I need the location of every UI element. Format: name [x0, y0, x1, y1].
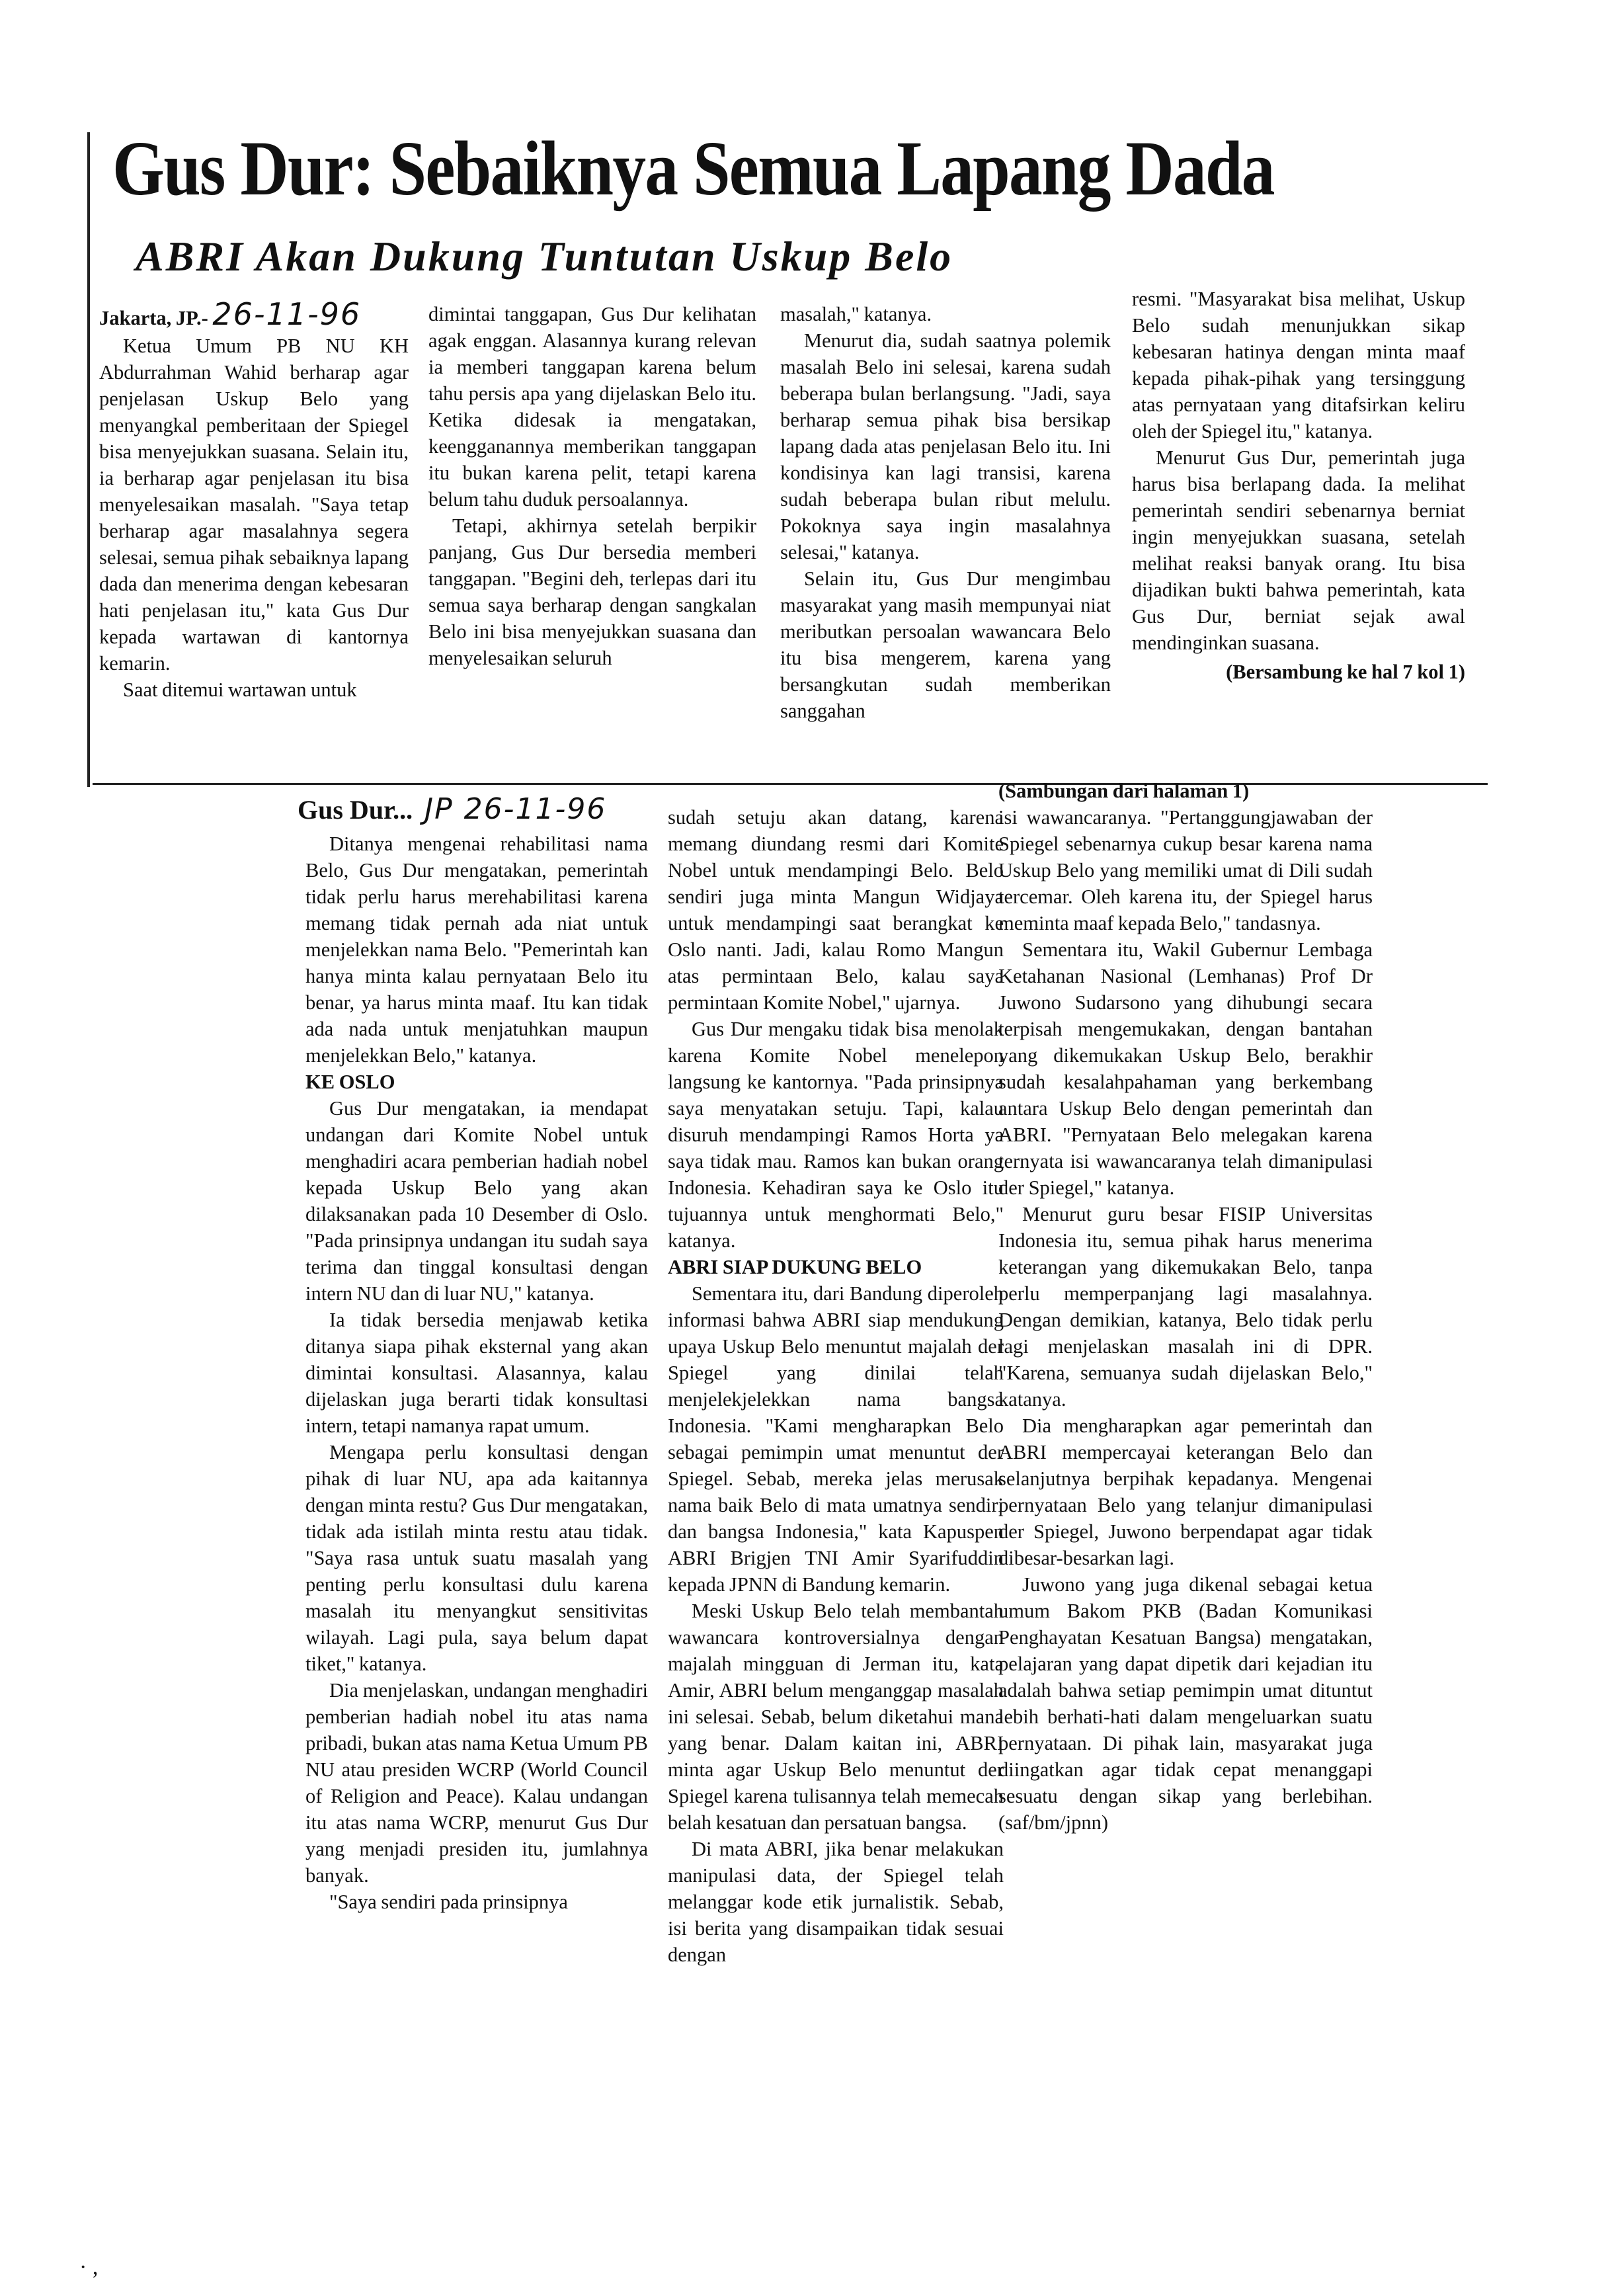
subheadline: ABRI Akan Dukung Tuntutan Uskup Belo [136, 233, 953, 280]
paragraph: Sementara itu, dari Bandung diperoleh informasi bahwa ABRI siap mendukung upaya Uskup Belo menuntut majalah der Spiegel yang dinilai telah menjelekjelekkan nama bangsa Indonesia. "Kami mengharapkan Belo sebagai pemimpin umat menuntut der Spiegel. Sebab, mereka jelas merusak nama baik Belo di mata umatnya sendiri dan bangsa Indonesia," kata Kapuspen ABRI Brigjen TNI Amir Syarifuddin kepada JPNN di Bandung kemarin. [668, 1282, 1004, 1596]
paragraph: Dia menjelaskan, undangan menghadiri pemberian hadiah nobel itu atas nama pribadi, bukan atas nama Ketua Umum PB NU atau presiden WCRP (World Council of Religion and Peace). Kalau undangan itu atas nama WCRP, menurut Gus Dur yang menjadi presiden itu, jumlahnya banyak. [305, 1679, 648, 1887]
paragraph: isi wawancaranya. "Pertanggungjawaban der Spiegel sebenarnya cukup besar karena nama Uskup Belo yang memiliki umat di Dili sudah tercemar. Oleh karena itu, der Spiegel harus meminta maaf kepada Belo," tandasnya. [998, 806, 1373, 934]
paragraph: Ia tidak bersedia menjawab ketika ditanya siapa pihak eksternal yang akan dimintai konsultasi. Alasannya, kalau dijelaskan juga berarti tidak konsultasi intern, tetapi namanya rapat umum. [305, 1309, 648, 1437]
paragraph: Ditanya mengenai rehabilitasi nama Belo, Gus Dur mengatakan, pemerintah tidak perlu harus merehabilitasi karena memang tidak pernah ada niat untuk menjelekkan nama Belo. "Pemerintah kan hanya minta kalau pernyataan Belo itu benar, ya harus minta maaf. Itu kan tidak ada nada untuk menjatuhkan maupun menjelekkan Belo," katanya. [305, 833, 648, 1067]
section-heading-abri: ABRI SIAP DUKUNG BELO [668, 1256, 922, 1278]
paragraph: Sementara itu, Wakil Gubernur Lembaga Ketahanan Nasional (Lemhanas) Prof Dr Juwono Sudarsono yang dihubungi secara terpisah mengemukakan, dengan bantahan yang dikemukakan Uskup Belo, berakhir sudah kesalahpahaman yang berkembang antara Uskup Belo dengan pemerintah dan ABRI. "Pernyataan Belo melegakan karena ternyata isi wawancaranya telah dimanipulasi der Spiegel," katanya. [998, 938, 1373, 1199]
paragraph: sudah setuju akan datang, karena memang diundang resmi dari Komite Nobel untuk mendampingi Belo. Belo sendiri juga minta Mangun Widjaya untuk mendampingi saat berangkat ke Oslo nanti. Jadi, kalau Romo Mangun atas permintaan Belo, kalau saya permintaan Komite Nobel," ujarnya. [668, 806, 1004, 1014]
front-column-2 [428, 301, 756, 671]
continued-note: (Bersambung ke hal 7 kol 1) [1226, 661, 1465, 683]
paragraph: Selain itu, Gus Dur mengimbau masyarakat yang masih mempunyai niat meributkan persoalan wawancara Belo itu bisa mengerem, karena yang bersangkutan sudah memberikan sanggahan [780, 567, 1111, 722]
left-border-rule [87, 132, 90, 787]
paragraph: dimintai tanggapan, Gus Dur kelihatan agak enggan. Alasannya kurang relevan ia memberi tanggapan karena belum tahu persis apa yang dijelaskan Belo itu. Ketika didesak ia mengatakan, keengganannya memberikan tanggapan itu bukan karena pelit, tetapi karena belum tahu duduk persoalannya. [428, 303, 756, 511]
jump-title: Gus Dur... [298, 795, 413, 825]
paragraph: Di mata ABRI, jika benar melakukan manipulasi data, der Spiegel telah melanggar kode etik jurnalistik. Sebab, isi berita yang disampaikan tidak sesuai dengan [668, 1838, 1004, 1966]
jump-column-1 [305, 831, 648, 1915]
paragraph: masalah," katanya. [780, 303, 932, 325]
dateline: Jakarta, JP.- [99, 307, 208, 329]
front-column-4 [1132, 286, 1465, 685]
paragraph: Menurut dia, sudah saatnya polemik masalah Belo ini selesai, karena sudah beberapa bulan berlangsung. "Jadi, saya berharap semua pihak bisa bersikap lapang dada atas penjelasan Belo itu. Ini kondisinya kan lagi transisi, karena sudah beberapa bulan ribut melulu. Pokoknya saya ingin masalahnya selesai," katanya. [780, 329, 1111, 563]
paragraph: Mengapa perlu konsultasi dengan pihak di luar NU, apa ada kaitannya dengan minta restu? Gus Dur mengatakan, tidak ada istilah minta restu atau tidak. "Saya rasa untuk suatu masalah yang penting perlu konsultasi dulu karena masalah itu menyangkut sensitivitas wilayah. Lagi pula, saya belum dapat tiket," katanya. [305, 1441, 648, 1675]
paragraph: Saat ditemui wartawan untuk [123, 678, 357, 701]
jump-title-block [298, 792, 606, 826]
paragraph: Tetapi, akhirnya setelah berpikir panjang, Gus Dur bersedia memberi tanggapan. "Begini deh, terlepas dari itu semua saya berharap dengan sangkalan Belo ini bisa menyejukkan suasana dan menyelesaikan seluruh [428, 514, 756, 669]
paragraph: "Saya sendiri pada prinsipnya [329, 1891, 568, 1913]
jump-column-3 [998, 778, 1373, 1836]
paragraph: Juwono yang juga dikenal sebagai ketua umum Bakom PKB (Badan Komunikasi Penghayatan Kesatuan Bangsa) mengatakan, pelajaran yang dapat dipetik dari kejadian itu adalah bahwa setiap pemimpin umat dituntut lebih berhati-hati dalam mengeluarkan suatu pernyataan. Di pihak lain, masyarakat juga diingatkan agar tidak cepat menanggapi sesuatu dengan sikap yang berlebihan. (saf/bm/jpnn) [998, 1573, 1373, 1834]
continued-from-note: (Sambungan dari halaman 1) [998, 780, 1250, 802]
front-column-3 [780, 301, 1111, 724]
paragraph: Ketua Umum PB NU KH Abdurrahman Wahid berharap agar penjelasan Uskup Belo yang menyangkal pemberitaan der Spiegel bisa menyejukkan suasana. Selain itu, ia berharap agar penjelasan itu bisa menyelesaikan masalah. "Saya tetap berharap agar masalahnya segera selesai, semua pihak sebaiknya lapang dada dan menerima dengan kebesaran hati penjelasan itu," kata Gus Dur kepada wartawan di kantornya kemarin. [99, 335, 409, 675]
paragraph: Menurut Gus Dur, pemerintah juga harus bisa berlapang dada. Ia melihat pemerintah sendiri sebenarnya berniat ingin menyejukkan suasana, setelah melihat reaksi banyak orang. Itu bisa dijadikan bukti bahwa pemerintah, kata Gus Dur, berniat sejak awal mendinginkan suasana. [1132, 446, 1465, 654]
scan-speck: · , [79, 2255, 99, 2279]
jump-column-2 [668, 804, 1004, 1968]
headline: Gus Dur: Sebaiknya Semua Lapang Dada [112, 125, 1274, 212]
section-heading-ke-oslo: KE OSLO [305, 1071, 395, 1093]
paragraph: Dia mengharapkan agar pemerintah dan ABRI mempercayai keterangan Belo dan selanjutnya berpihak kepadanya. Mengenai pernyataan Belo yang telanjur dimanipulasi der Spiegel, Juwono berpendapat agar tidak dibesar-besarkan lagi. [998, 1414, 1373, 1569]
paragraph: Menurut guru besar FISIP Universitas Indonesia itu, semua pihak harus menerima keterangan yang dikemukakan Belo, tanpa perlu memperpanjang lagi masalahnya. Dengan demikian, katanya, Belo tidak perlu lagi menjelaskan masalah ini di DPR. "Karena, semuanya sudah dijelaskan Belo," katanya. [998, 1203, 1373, 1411]
paragraph: Gus Dur mengatakan, ia mendapat undangan dari Komite Nobel untuk menghadiri acara pemberian hadiah nobel kepada Uskup Belo yang akan dilaksanakan pada 10 Desember di Oslo. "Pada prinsipnya undangan itu sudah saya terima dan tinggal konsultasi dengan intern NU dan di luar NU," katanya. [305, 1097, 648, 1305]
paragraph: resmi. "Masyarakat bisa melihat, Uskup Belo sudah menunjukkan sikap kebesaran hatinya dengan minta maaf kepada pihak-pihak yang tersinggung atas pernyataan yang ditafsirkan keliru oleh der Spiegel itu," katanya. [1132, 288, 1465, 442]
paragraph: Gus Dur mengaku tidak bisa menolak karena Komite Nobel menelepon langsung ke kantornya. "Pada prinsipnya saya menyatakan setuju. Tapi, kalau disuruh mendampingi Ramos Horta ya saya tidak mau. Ramos kan bukan orang Indonesia. Kehadiran saya ke Oslo itu tujuannya untuk menghormati Belo," katanya. [668, 1018, 1004, 1252]
front-column-1 [99, 296, 409, 703]
handwritten-date: 26-11-96 [212, 296, 362, 332]
jump-handwritten-date: JP 26-11-96 [424, 792, 607, 826]
paragraph: Meski Uskup Belo telah membantah wawancara kontroversialnya dengan majalah mingguan di Jerman itu, kata Amir, ABRI belum menganggap masalah ini selesai. Sebab, belum diketahui mana yang benar. Dalam kaitan ini, ABRI minta agar Uskup Belo menuntut der Spiegel karena tulisannya telah memecah belah kesatuan dan persatuan bangsa. [668, 1600, 1004, 1834]
